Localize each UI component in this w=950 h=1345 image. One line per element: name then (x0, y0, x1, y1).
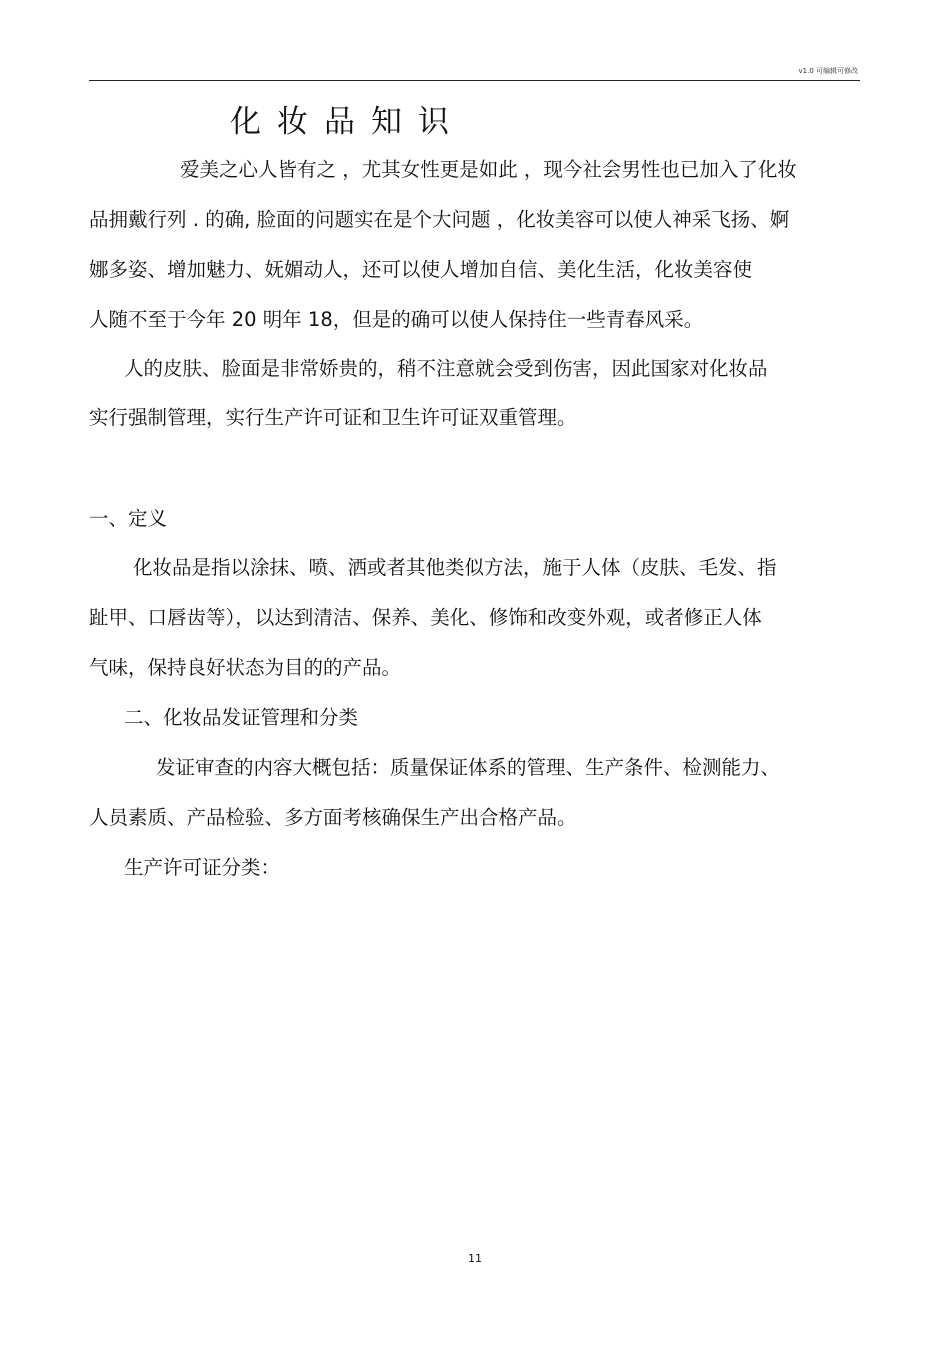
paragraph-line: 趾甲、口唇齿等），以达到清洁、保养、美化、修饰和改变外观，或者修正人体 (89, 606, 762, 629)
paragraph-line: 生产许可证分类： (124, 856, 281, 879)
paragraph-line: 化妆品是指以涂抹、喷、洒或者其他类似方法，施于人体（皮肤、毛发、指 (133, 556, 777, 579)
header-rule (89, 80, 860, 81)
paragraph-line: 品拥戴行列 . 的确, 脸面的问题实在是个大问题 ，化妆美容可以使人神采飞扬、婀 (89, 208, 790, 231)
paragraph-line: 发证审查的内容大概包括：质量保证体系的管理、生产条件、检测能力、 (156, 756, 781, 779)
paragraph-line: 气味，保持良好状态为目的的产品。 (89, 656, 402, 679)
page-title: 化妆品知识 (230, 104, 465, 140)
version-label: v1.0 可编辑可修改 (798, 67, 858, 75)
page-number: 11 (468, 1252, 482, 1265)
section-heading-definition: 一、定义 (89, 507, 168, 530)
paragraph-line: 娜多姿、增加魅力、妩媚动人，还可以使人增加自信、美化生活，化妆美容使 (89, 258, 753, 281)
page-header (0, 0, 950, 82)
paragraph-line: 人员素质、产品检验、多方面考核确保生产出合格产品。 (89, 806, 577, 829)
paragraph-line: 爱美之心人皆有之 ，尤其女性更是如此 ，现今社会男性也已加入了化妆 (180, 158, 797, 181)
paragraph-line: 人的皮肤、脸面是非常娇贵的，稍不注意就会受到伤害，因此国家对化妆品 (124, 357, 768, 380)
section-heading-licensing: 二、化妆品发证管理和分类 (124, 706, 359, 729)
paragraph-line: 实行强制管理，实行生产许可证和卫生许可证双重管理。 (89, 406, 577, 429)
paragraph-line: 人随不至于今年 20 明年 18，但是的确可以使人保持住一些青春风采。 (89, 308, 704, 331)
